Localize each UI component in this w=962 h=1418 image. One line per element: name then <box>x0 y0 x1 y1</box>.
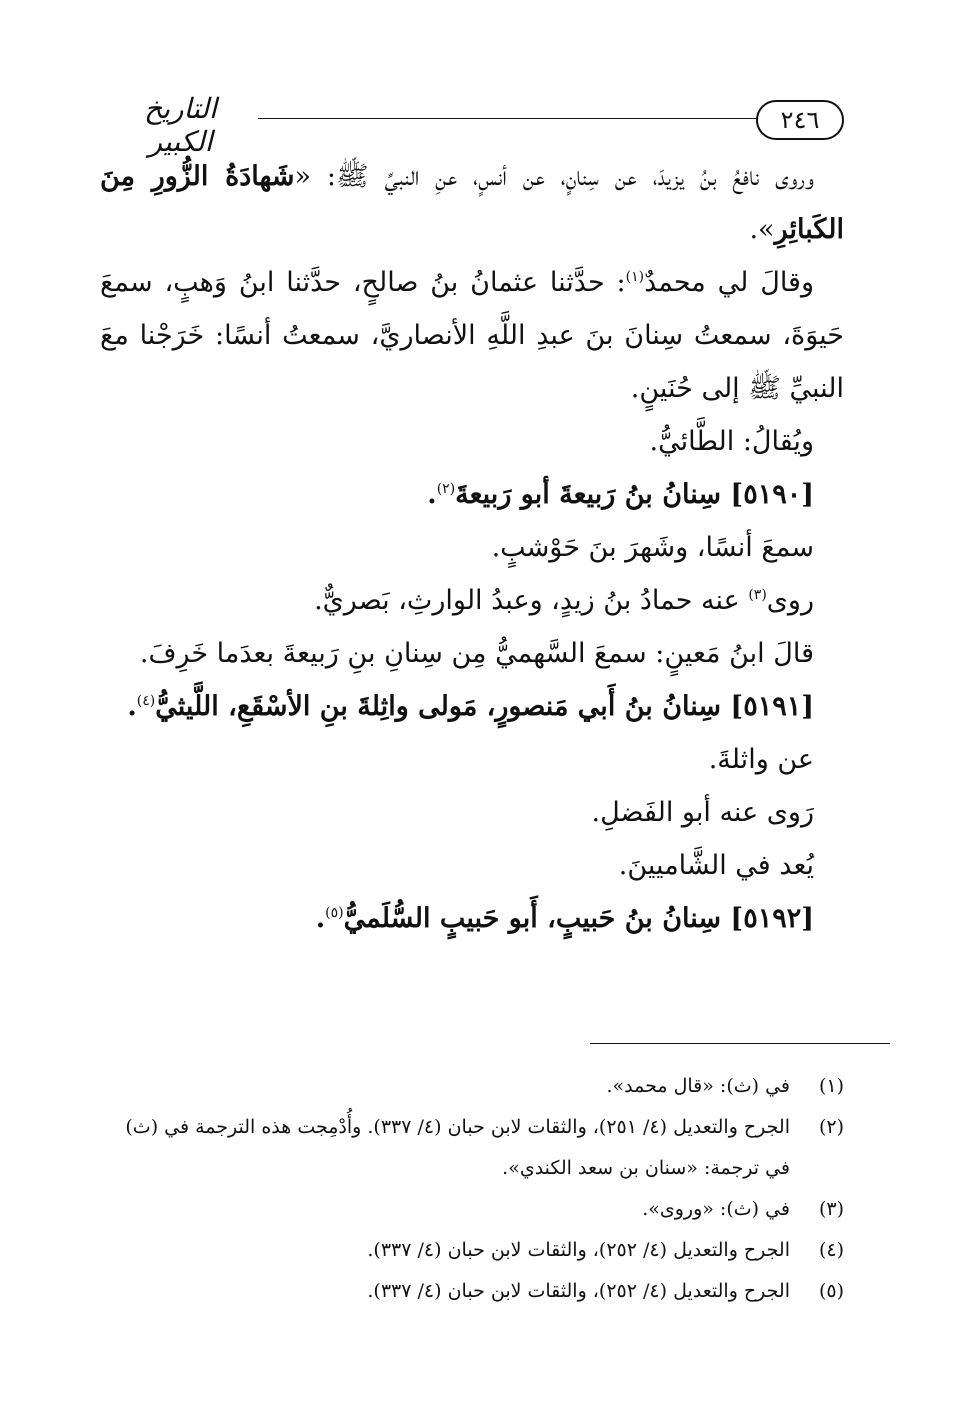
entry-title: [٥١٩١] سِنانُ بنُ أَبي مَنصورٍ، مَولى واثِلةَ بنِ الأسْقَعِ، اللَّيثيُّ <box>155 691 814 722</box>
footnote-item <box>114 1271 844 1312</box>
page-number: ٢٤٦ <box>756 100 844 140</box>
footnote-number: (٥) <box>818 1280 844 1302</box>
hadith-quote: شَهادَةُ الزُّورِ مِنَ الكَبائِرِ <box>100 161 844 245</box>
header-rule <box>258 118 758 119</box>
page-header <box>108 92 844 158</box>
text-segment: عنه حمادُ بنُ زيدٍ، وعبدُ الوارثِ، بَصريٌّ. <box>314 585 749 616</box>
entry-heading-5191 <box>100 680 844 733</box>
paragraph-narrated <box>100 574 844 627</box>
text-segment: وقالَ لي محمدٌ <box>644 267 814 298</box>
text-segment: . <box>127 691 137 722</box>
main-text <box>100 150 844 945</box>
entry-title: [٥١٩٠] سِنانُ بنُ رَبيعةَ أبو رَبيعةَ <box>455 479 814 510</box>
footnote-number: (٣) <box>818 1198 844 1220</box>
book-title: التاريخ الكبير <box>144 92 217 158</box>
entry-heading-5192 <box>100 892 844 945</box>
footnote-item <box>114 1066 844 1107</box>
footnote-text: الجرح والتعديل (٤/ ٢٥٢)، والثقات لابن حبان (٤/ ٣٣٧). <box>367 1239 790 1261</box>
footnote-ref[interactable]: (٤) <box>136 693 156 709</box>
footnote-text: في (ث): «وروى». <box>642 1198 790 1220</box>
footnote-number: (١) <box>818 1075 844 1097</box>
footnote-ref[interactable]: (٣) <box>748 587 767 603</box>
footnote-ref[interactable]: (٢) <box>436 481 456 497</box>
footnote-item <box>114 1230 844 1271</box>
entry-title: [٥١٩٢] سِنانُ بنُ حَبيبٍ، أَبو حَبيبٍ السُّلَميُّ <box>343 903 814 934</box>
footnote-ref[interactable]: (١) <box>625 269 645 285</box>
footnote-item <box>114 1189 844 1230</box>
footnote-item <box>114 1107 844 1189</box>
footnote-text: الجرح والتعديل (٤/ ٢٥١)، والثقات لابن حبان (٤/ ٣٣٧). وأُدْمِجت هذه الترجمة في (ث) في ترجمة: «سنان بن سعد الكندي». <box>125 1116 790 1179</box>
paragraph-nisba: ويُقالُ: الطَّائيُّ. <box>649 426 814 457</box>
footnote-separator <box>590 1043 890 1044</box>
entry-heading-5190 <box>100 468 844 521</box>
paragraph-from-wathila: عن واثلةَ. <box>708 744 814 775</box>
footnote-ref[interactable]: (٥) <box>325 905 344 921</box>
paragraph-narration-nafi <box>100 150 844 256</box>
text-segment: روى <box>766 585 814 616</box>
paragraph-narration-muhammad <box>100 256 844 415</box>
footnote-number: (٤) <box>818 1239 844 1261</box>
paragraph-heard: سمعَ أنسًا، وشَهرَ بنَ حَوْشبٍ. <box>491 532 814 563</box>
paragraph-shamiyyin: يُعد في الشَّاميينَ. <box>618 850 814 881</box>
text-segment: . <box>427 479 437 510</box>
text-segment: ». <box>749 214 775 245</box>
footnote-number: (٢) <box>818 1116 844 1138</box>
footnotes <box>114 1066 844 1312</box>
paragraph-abu-fadl: رَوى عنه أبو الفَضلِ. <box>591 797 814 828</box>
footnote-text: في (ث): «قال محمد». <box>606 1075 790 1097</box>
text-segment: وروى نافعُ بنُ يزيدَ، عن سِنانٍ، عن أنسٍ، عنِ النبيِّ ﷺ: « <box>294 161 814 192</box>
paragraph-ibn-main: قالَ ابنُ مَعينٍ: سمعَ السَّهميُّ مِن سِنانِ بنِ رَبيعةَ بعدَما خَرِفَ. <box>139 638 814 669</box>
text-segment: . <box>315 903 326 934</box>
text-segment: : حدَّثنا عثمانُ بنُ صالحٍ، حدَّثنا ابنُ وَهبٍ، سمعَ حَيوَةَ، سمعتُ سِنانَ بنَ عبدِ اللَّهِ الأنصاريَّ، سمعتُ أنسًا: خَرَجْنا معَ النبيِّ ﷺ إلى حُنَينٍ. <box>100 267 844 404</box>
footnote-text: الجرح والتعديل (٤/ ٢٥٢)، والثقات لابن حبان (٤/ ٣٣٧). <box>367 1280 790 1302</box>
